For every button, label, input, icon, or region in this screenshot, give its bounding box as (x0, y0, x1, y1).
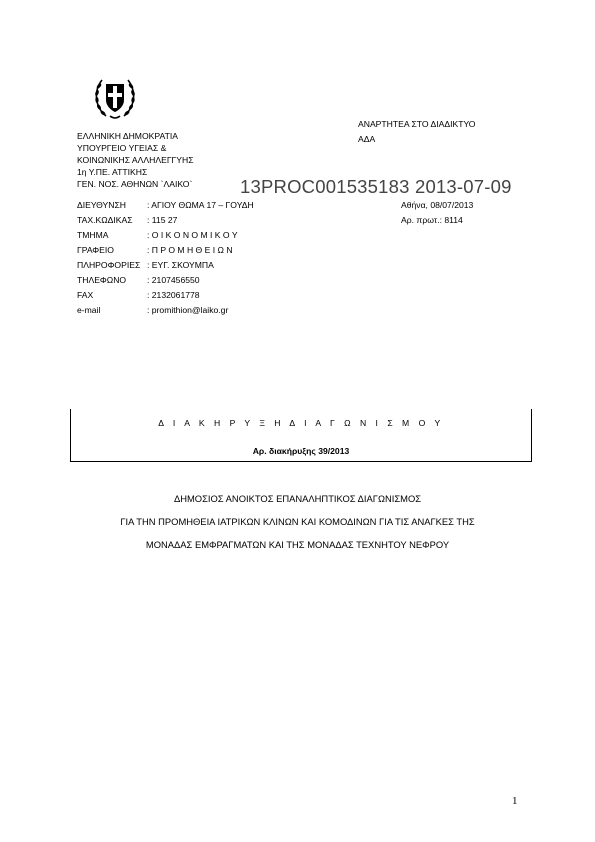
org-line: ΚΟΙΝΩΝΙΚΗΣ ΑΛΛΗΛΕΓΓΥΗΣ (77, 155, 194, 165)
field-label: FAX (77, 290, 94, 300)
notice-box (70, 409, 532, 462)
field-office (77, 245, 233, 255)
field-value: : Ο Ι Κ Ο Ν Ο Μ Ι Κ Ο Υ (147, 230, 238, 240)
tender-heading-line: ΜΟΝΑΔΑΣ ΕΜΦΡΑΓΜΑΤΩΝ ΚΑΙ ΤΗΣ ΜΟΝΑΔΑΣ ΤΕΧΝΗΤΟΥ ΝΕΦΡΟΥ (145, 539, 450, 550)
field-department (77, 230, 238, 240)
field-value: : Π Ρ Ο Μ Η Θ Ε Ι Ω Ν (147, 245, 233, 255)
field-email (77, 305, 228, 315)
field-phone (77, 275, 200, 285)
ada-label: ΑΔΑ (358, 134, 376, 144)
notice-number: Αρ. διακήρυξης 39/2013 (252, 446, 350, 456)
field-label: ΔΙΕΥΘΥΝΣΗ (77, 200, 126, 210)
field-label: e-mail (77, 305, 101, 315)
document-date: Αθήνα, 08/07/2013 (401, 200, 474, 210)
org-line: ΕΛΛΗΝΙΚΗ ΔΗΜΟΚΡΑΤΙΑ (77, 131, 178, 141)
field-label: ΓΡΑΦΕΙΟ (77, 245, 114, 255)
notice-title: Δ Ι Α Κ Η Ρ Υ Ξ Η Δ Ι Α Γ Ω Ν Ι Σ Μ Ο Υ (158, 418, 444, 428)
field-fax (77, 290, 200, 300)
org-line: 1η Υ.ΠΕ. ΑΤΤΙΚΗΣ (77, 167, 148, 177)
field-contact-person (77, 260, 214, 270)
field-label: ΤΜΗΜΑ (77, 230, 109, 240)
page-number: 1 (512, 795, 518, 807)
field-address (77, 200, 254, 210)
org-line: ΓΕΝ. ΝΟΣ. ΑΘΗΝΩΝ `ΛΑΙΚΟ` (77, 179, 193, 189)
field-label: ΠΛΗΡΟΦΟΡΙΕΣ (77, 260, 141, 270)
field-value: : 2107456550 (147, 275, 200, 285)
tender-heading-line: ΓΙΑ ΤΗΝ ΠΡΟΜΗΘΕΙΑ ΙΑΤΡΙΚΩΝ ΚΛΙΝΩΝ ΚΑΙ ΚΟΜΟΔΙΝΩΝ ΓΙΑ ΤΙΣ ΑΝΑΓΚΕΣ ΤΗΣ (120, 516, 475, 527)
publish-note: ΑΝΑΡΤΗΤΕΑ ΣΤΟ ΔΙΑΔΙΚΤΥΟ (358, 119, 476, 129)
field-value: : 2132061778 (147, 290, 200, 300)
field-label: ΤΑΧ.ΚΩΔΙΚΑΣ (77, 215, 133, 225)
field-value: : 115 27 (147, 215, 178, 225)
ada-watermark: 13PROC001535183 2013-07-09 (240, 176, 512, 197)
field-value: : ΑΓΙΟΥ ΘΩΜΑ 17 – ΓΟΥΔΗ (147, 200, 254, 210)
protocol-number: Αρ. πρωτ.: 8114 (401, 215, 463, 225)
field-postcode (77, 215, 177, 225)
field-label: ΤΗΛΕΦΩΝΟ (77, 275, 127, 285)
tender-heading-line: ΔΗΜΟΣΙΟΣ ΑΝΟΙΚΤΟΣ ΕΠΑΝΑΛΗΠΤΙΚΟΣ ΔΙΑΓΩΝΙΣΜΟΣ (173, 493, 422, 504)
field-value: : ΕΥΓ. ΣΚΟΥΜΠΑ (147, 260, 214, 270)
greek-coat-of-arms-icon (92, 72, 138, 122)
org-line: ΥΠΟΥΡΓΕΙΟ ΥΓΕΙΑΣ & (77, 143, 167, 153)
field-value[interactable]: : promithion@laiko.gr (147, 305, 229, 315)
organization-block (77, 131, 194, 191)
